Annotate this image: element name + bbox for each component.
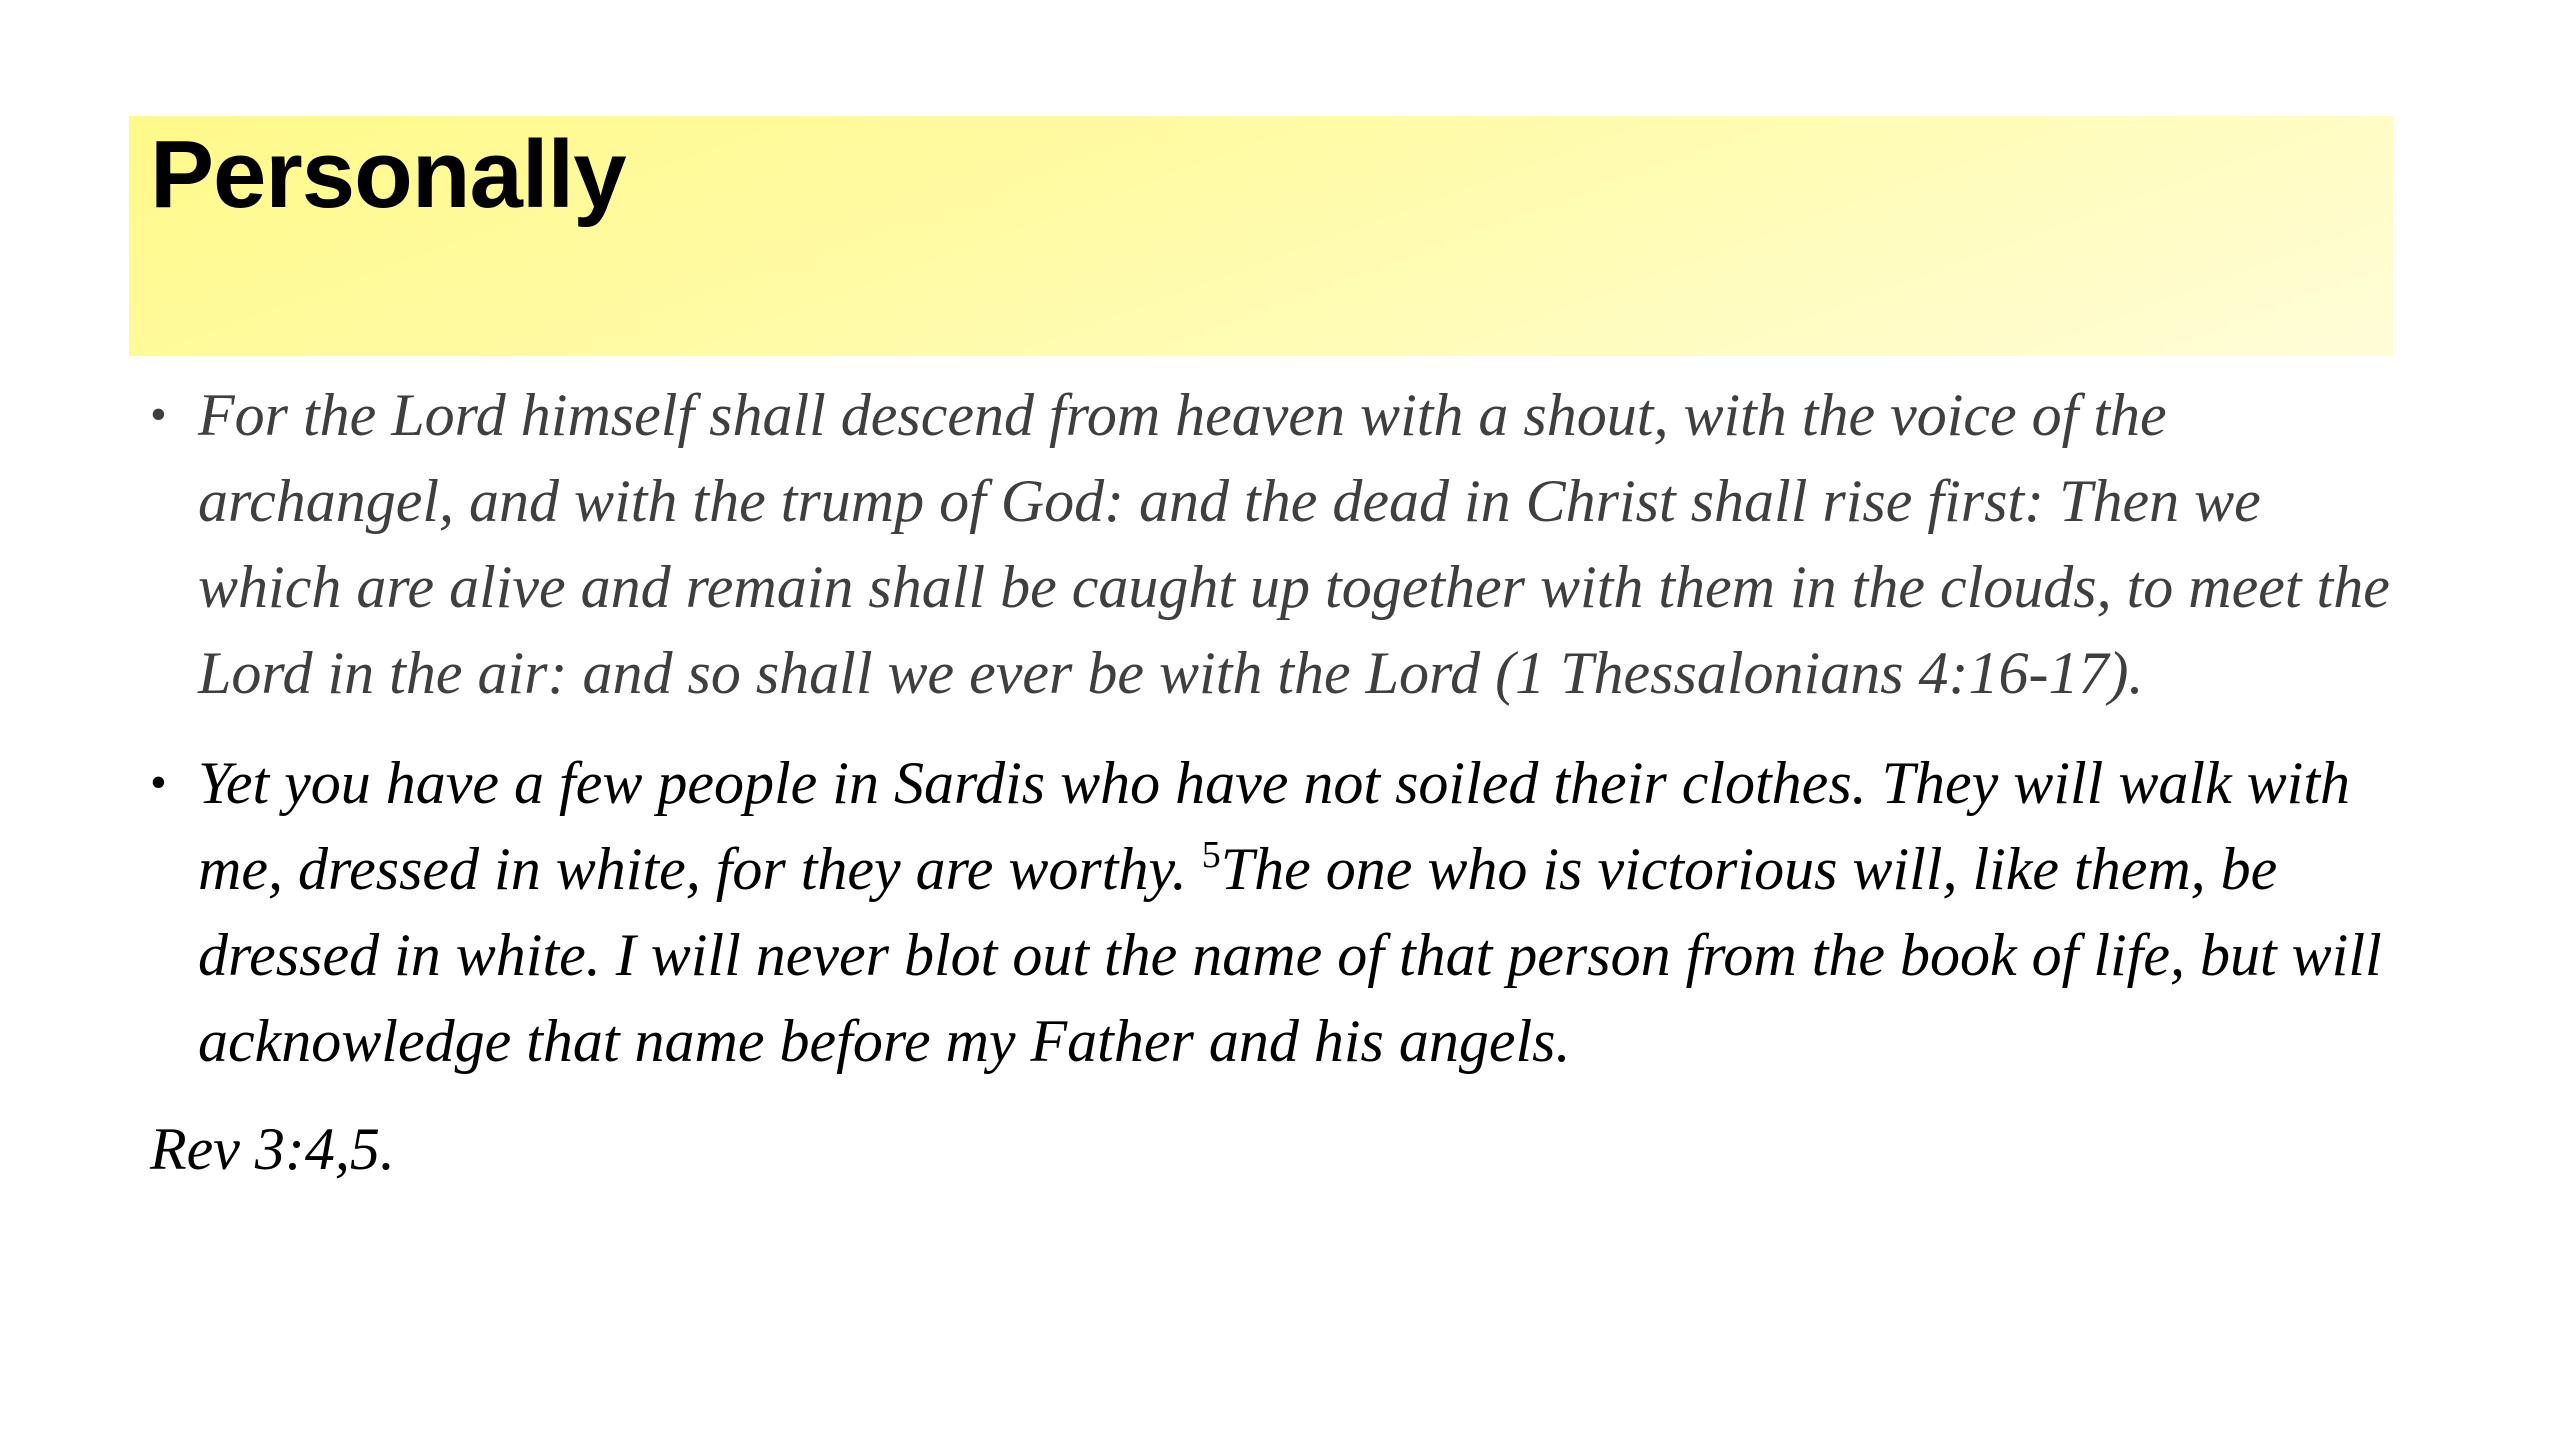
bullet-item-thessalonians [150,372,2390,716]
verse-number: 5 [1201,834,1221,876]
bullet-dot-icon: • [150,756,167,809]
bullet-item-revelation [150,740,2390,1084]
bullet-list [150,372,2390,1084]
bullet-text: For the Lord himself shall descend from heaven with a shout, with the voice of the archangel, and with the trump of God: and the dead in Christ shall rise first: Then we which are alive and remain shall be caught up together with them in the clouds, to meet the Lord in the air: and so shall we ever be with the Lord (1 Thessalonians 4:16-17). [198,382,2390,706]
bullet-text-part2: The one who is victorious will, like them, be dressed in white. I will never blot out the name of that person from the book of life, but will acknowledge that name before my Father and his angels. [198,836,2382,1074]
slide-title: Personally [150,121,626,228]
scripture-reference: Rev 3:4,5. [150,1116,395,1182]
bullet-text-part1: Yet you have a few people in Sardis who have not soiled their clothes. They will walk with me, dressed in white, for they are worthy. [198,750,2351,902]
slide-content [150,372,2390,1192]
bullet-dot-icon: • [150,388,167,441]
